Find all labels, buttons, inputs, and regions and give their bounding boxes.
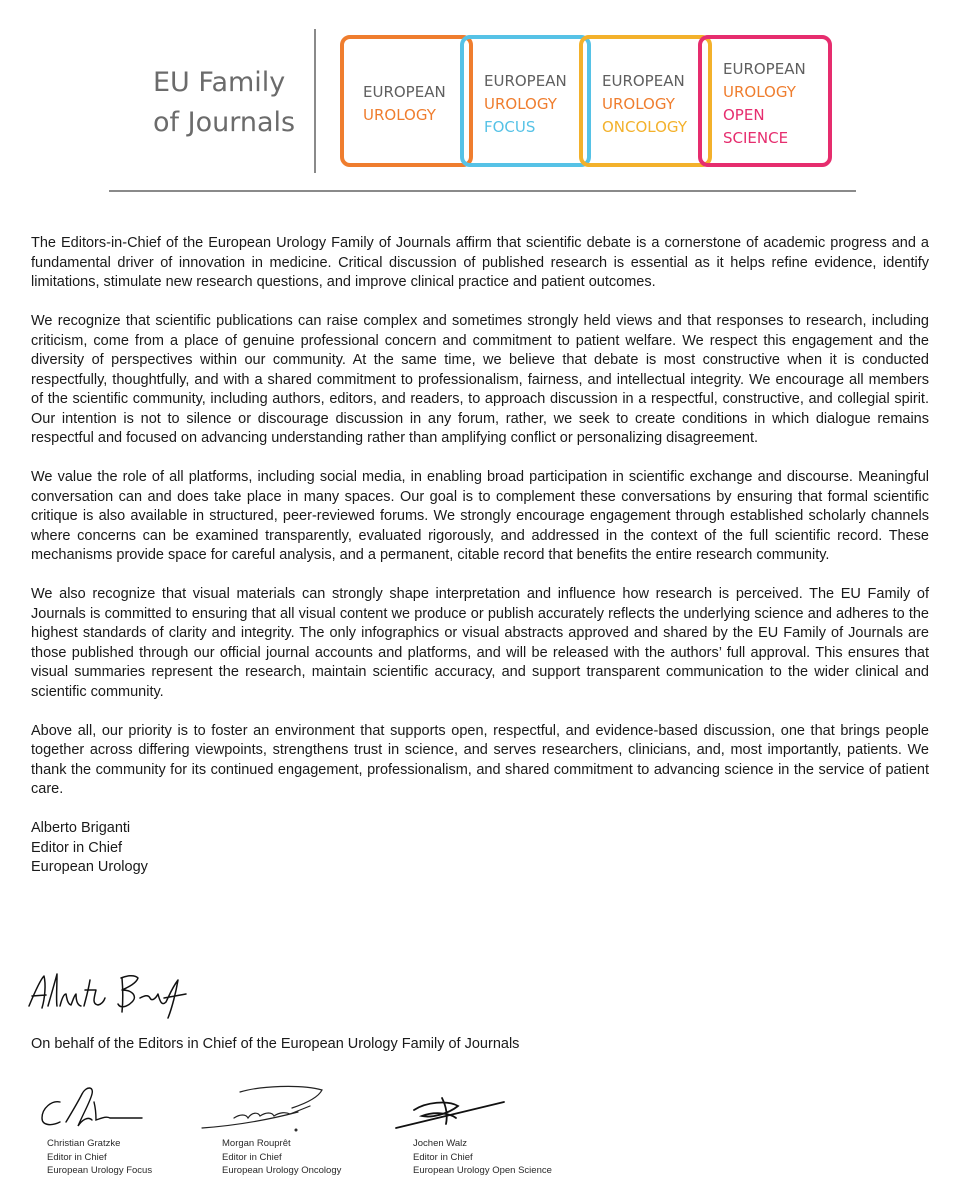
- journal-word: EUROPEAN: [484, 72, 567, 90]
- paragraph: We value the role of all platforms, including social media, in enabling broad participation in scientific exchange and discourse. Meaningful conversation can and does take place in many spaces. Our goal is to complement these conversations by ensuring that formal scientific critique is also available in structured, peer-reviewed forums. We strongly encourage engagement through established scholarly channels where concerns can be examined transparently, evaluated rigorously, and addressed in the context of the full scientific record. These mechanisms provide space for careful analysis, and a permanent, citable record that benefits the entire research community.: [31, 469, 929, 563]
- signatory-role: Editor in Chief: [31, 839, 123, 856]
- journal-word: ONCOLOGY: [602, 118, 687, 136]
- journal-word: UROLOGY: [723, 83, 796, 101]
- journal-word: UROLOGY: [363, 106, 436, 124]
- co-signatory-role: Editor in Chief: [413, 1151, 473, 1163]
- journal-word: FOCUS: [484, 118, 536, 136]
- journal-word: UROLOGY: [484, 95, 557, 113]
- journal-word: EUROPEAN: [602, 72, 685, 90]
- signature-image-gratzke: [38, 1082, 148, 1137]
- co-signatory-name: Christian Gratzke: [47, 1138, 121, 1149]
- co-signatory-walz: [413, 1137, 552, 1178]
- signatory-name: Alberto Briganti: [31, 820, 131, 836]
- journal-word: EUROPEAN: [723, 60, 806, 78]
- journal-word: EUROPEAN: [363, 83, 446, 101]
- journal-logo-european-urology-focus: [460, 35, 591, 167]
- journal-word: OPEN: [723, 106, 765, 124]
- signature-image-roupret: [200, 1082, 330, 1137]
- header-divider-vertical: [314, 29, 316, 173]
- header-divider-horizontal: [109, 190, 856, 192]
- journal-logo-european-urology: [340, 35, 473, 167]
- co-signatory-roupret: [222, 1137, 341, 1178]
- letter-body: [31, 234, 929, 878]
- signatory-block: [31, 819, 929, 878]
- co-signatory-journal: European Urology Focus: [47, 1165, 153, 1176]
- paragraph: We recognize that scientific publications can raise complex and sometimes strongly held views and that responses to research, including criticism, come from a place of genuine professional concern and commitment to patient welfare. We respect this engagement and the diversity of perspectives within our community. At the same time, we believe that debate is most constructive when it is conducted respectfully, thoughtfully, and with a shared commitment to professionalism, fairness, and intellectual integrity. We encourage all members of the scientific community, including authors, editors, and readers, to approach discussion in a respectful, constructive, and collegial spirit. Our intention is not to silence or discourage discussion in any forum, rather, we seek to create conditions in which dialogue remains respectful and focused on advancing understanding rather than amplifying conflict or personalizing disagreement.: [31, 313, 929, 446]
- journal-word: SCIENCE: [723, 129, 789, 147]
- brand-line-1: EU Family: [153, 67, 286, 98]
- brand-logo-text: [153, 63, 295, 143]
- co-signatory-name: Jochen Walz: [413, 1138, 468, 1149]
- signatory-journal: European Urology: [31, 859, 148, 875]
- co-signatory-journal: European Urology Open Science: [413, 1165, 552, 1176]
- behalf-statement: On behalf of the Editors in Chief of the European Urology Family of Journals: [31, 1036, 520, 1052]
- co-signatory-journal: European Urology Oncology: [222, 1165, 342, 1176]
- journal-logo-european-urology-open-science: [698, 35, 832, 167]
- journal-word: UROLOGY: [602, 95, 675, 113]
- signature-image-walz: [392, 1082, 508, 1137]
- paragraph: We also recognize that visual materials can strongly shape interpretation and influence how research is perceived. The EU Family of Journals is committed to ensuring that all visual content we produce or publish accurately reflects the underlying science and adheres to the highest standards of clarity and integrity. The only infographics or visual abstracts approved and shared by the EU Family of Journals are those published through our official journal accounts and platforms, and will be released with the authors’ full approval. This ensures that visual summaries represent the research, maintain scientific accuracy, and support transparent communication to the wider clinical and scientific community.: [31, 586, 929, 700]
- journal-logo-european-urology-oncology: [579, 35, 712, 167]
- co-signatory-role: Editor in Chief: [47, 1151, 107, 1163]
- paragraph: Above all, our priority is to foster an environment that supports open, respectful, and evidence-based discussion, one that brings people together across differing viewpoints, strengthens trust in science, and serves researchers, clinicians, and, most importantly, patients. We thank the community for its continued engagement, professionalism, and shared commitment to advancing science in the service of patient care.: [31, 722, 929, 797]
- co-signatory-gratzke: [47, 1137, 152, 1178]
- co-signatory-name: Morgan Rouprêt: [222, 1138, 291, 1149]
- brand-line-2: of Journals: [153, 107, 296, 138]
- co-signatory-role: Editor in Chief: [222, 1151, 282, 1163]
- signature-image: [26, 968, 196, 1023]
- paragraph: The Editors-in-Chief of the European Urology Family of Journals affirm that scientific debate is a cornerstone of academic progress and a fundamental driver of innovation in medicine. Critical discussion of published research is essential as it helps refine evidence, identify limitations, stimulate new research questions, and improve clinical practice and patient outcomes.: [31, 235, 929, 290]
